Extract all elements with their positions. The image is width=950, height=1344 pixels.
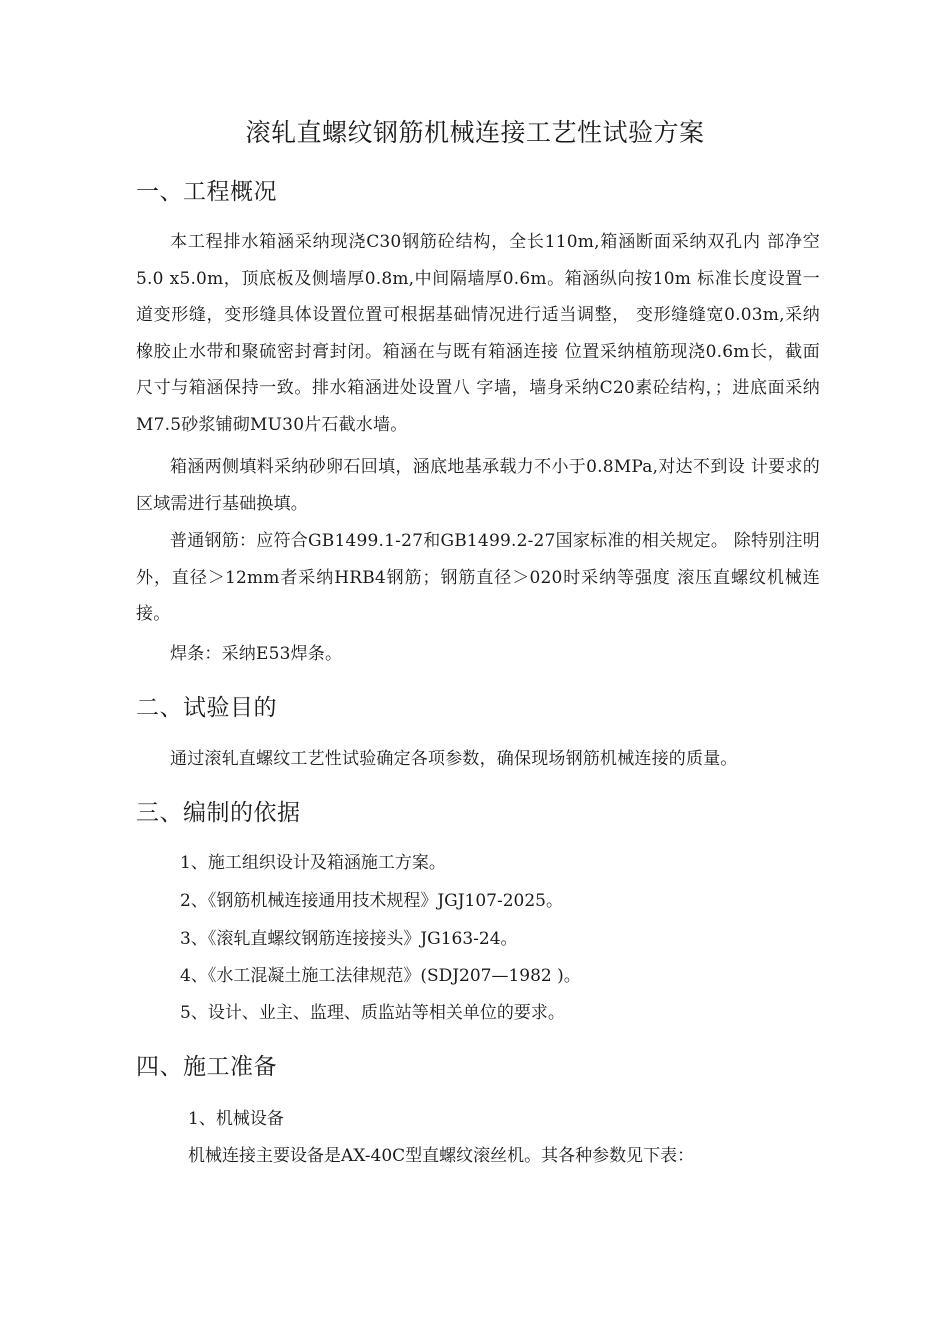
list-item: 1、机械设备 bbox=[188, 1109, 284, 1129]
document-title: 滚轧直螺纹钢筋机械连接工艺性试验方案 bbox=[245, 118, 705, 147]
paragraph-equipment: 机械连接主要设备是AX-40C型直螺纹滚丝机。其各种参数见下表： bbox=[188, 1146, 695, 1166]
paragraph-project-overview: 本工程排水箱涵采纳现浇C30钢筋砼结构，全长110m,箱涵断面采纳双孔内 部净空5.0 x5.0m，顶底板及侧墙厚0.8m,中间隔墙厚0.6m。箱涵纵向按10m 标准长度设置一道变形缝，变形缝具体设置位置可根据基础情况进行适当调整， 变形缝缝宽0.03m,采纳橡胶止水带和聚硫密封膏封闭。箱涵在与既有箱涵连接 位置采纳植筋现浇0.6m长，截面尺寸与箱涵保持一致。排水箱涵进处设置八 字墙，墙身采纳C20素砼结构，；进底面采纳M7.5砂浆铺砌MU30片石截水墙。 bbox=[136, 232, 820, 435]
list-item: 1、施工组织设计及箱涵施工方案。 bbox=[180, 853, 446, 873]
list-item: 4、《水工混凝土施工法律规范》(SDJ207—1982 )。 bbox=[180, 966, 581, 986]
section-heading-purpose: 二、试验目的 bbox=[136, 695, 277, 721]
paragraph-electrode: 焊条：采纳E53焊条。 bbox=[170, 644, 343, 664]
paragraph-rebar: 普通钢筋：应符合GB1499.1-27和GB1499.2-27国家标准的相关规定。 除特别注明外，直径＞12mm者采纳HRB4钢筋；钢筋直径＞020时采纳等强度 滚压直螺纹机械连接。 bbox=[136, 531, 820, 625]
paragraph-purpose: 通过滚轧直螺纹工艺性试验确定各项参数，确保现场钢筋机械连接的质量。 bbox=[170, 749, 738, 769]
section-heading-overview: 一、工程概况 bbox=[136, 179, 277, 205]
section-heading-basis: 三、编制的依据 bbox=[136, 800, 301, 826]
list-item: 5、设计、业主、监理、质监站等相关单位的要求。 bbox=[180, 1003, 565, 1023]
list-item: 2、《钢筋机械连接通用技术规程》JGJ107-2025。 bbox=[180, 891, 563, 911]
list-item: 3、《滚轧直螺纹钢筋连接接头》JG163-24。 bbox=[180, 929, 518, 949]
paragraph-backfill: 箱涵两侧填料采纳砂卵石回填，涵底地基承载力不小于0.8MPa,对达不到设 计要求的区域需进行基础换填。 bbox=[136, 457, 820, 514]
section-heading-preparation: 四、施工准备 bbox=[136, 1054, 277, 1080]
